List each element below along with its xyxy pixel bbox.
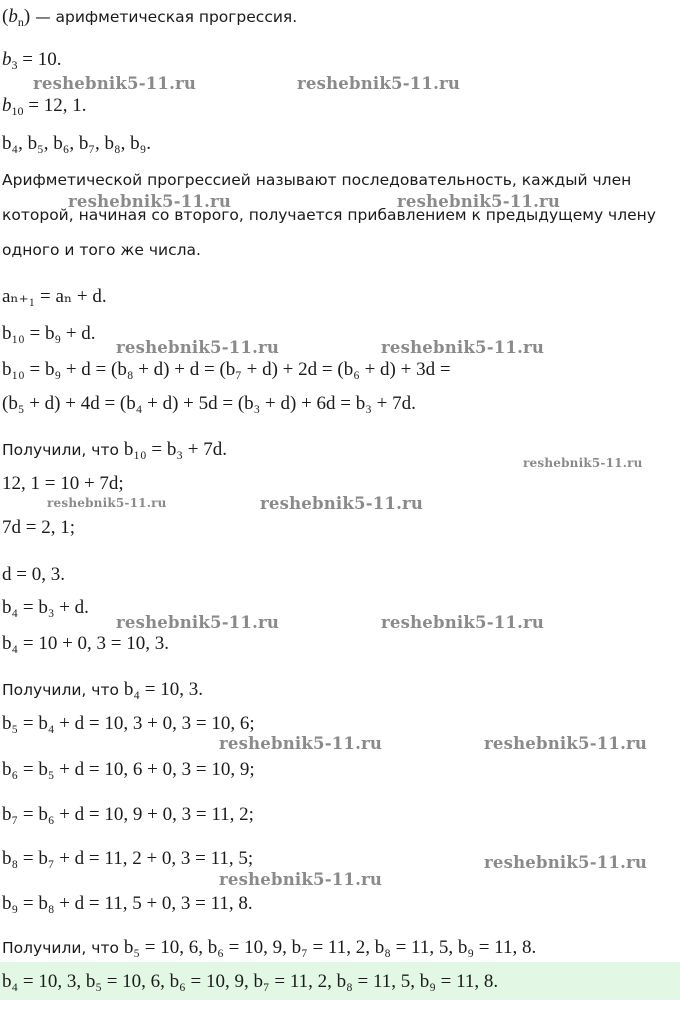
solve-eq-3: d = 0, 3. bbox=[2, 564, 65, 585]
result-2-prefix: Получили, что bbox=[2, 681, 124, 699]
formula-general: aₙ₊₁ = aₙ + d. bbox=[2, 286, 107, 307]
watermark: reshebnik5-11.ru bbox=[260, 494, 424, 513]
watermark: reshebnik5-11.ru bbox=[68, 192, 232, 211]
result-1-prefix: Получили, что bbox=[2, 441, 124, 459]
watermark: reshebnik5-11.ru bbox=[116, 338, 280, 357]
watermark: reshebnik5-11.ru bbox=[523, 456, 643, 470]
intro-text: — арифметическая прогрессия. bbox=[30, 8, 298, 26]
result-1 bbox=[2, 440, 227, 459]
watermark: reshebnik5-11.ru bbox=[33, 74, 197, 93]
result-3-math: b₅ = 10, 6, b₆ = 10, 9, b₇ = 11, 2, b₈ = 11, 5, b₉ = 11, 8. bbox=[123, 937, 537, 958]
formula-b10-expand-2: (b₅ + d) + 4d = (b₄ + d) + 5d = (b₃ + d) + 6d = b₃ + 7d. bbox=[2, 393, 416, 414]
result-3-prefix: Получили, что bbox=[2, 939, 124, 957]
sequence-symbol: $(b_n)$ bbox=[2, 6, 31, 29]
given-b10: $b_{10} = 12$, 1. bbox=[2, 95, 87, 118]
result-2 bbox=[2, 680, 203, 699]
term-b5: b₅ = b₄ + d = 10, 3 + 0, 3 = 10, 6; bbox=[2, 713, 255, 734]
watermark: reshebnik5-11.ru bbox=[219, 870, 383, 889]
definition-line-3: одного и того же числа. bbox=[2, 241, 201, 259]
watermark: reshebnik5-11.ru bbox=[219, 734, 383, 753]
solve-eq-1: 12, 1 = 10 + 7d; bbox=[2, 473, 124, 494]
b4-line-1: b₄ = b₃ + d. bbox=[2, 597, 89, 618]
solve-eq-2: 7d = 2, 1; bbox=[2, 517, 75, 538]
definition-line-2: которой, начиная со второго, получается прибавлением к предыдущему члену bbox=[2, 206, 656, 224]
result-1-math: b₁₀ = b₃ + 7d. bbox=[123, 439, 227, 460]
watermark: reshebnik5-11.ru bbox=[484, 734, 648, 753]
watermark: reshebnik5-11.ru bbox=[381, 613, 545, 632]
term-b6: b₆ = b₅ + d = 10, 6 + 0, 3 = 10, 9; bbox=[2, 759, 255, 780]
watermark: reshebnik5-11.ru bbox=[484, 853, 648, 872]
sequence-intro bbox=[2, 6, 298, 29]
watermark: reshebnik5-11.ru bbox=[47, 496, 167, 510]
answer-text: b₄ = 10, 3, b₅ = 10, 6, b₆ = 10, 9, b₇ = 11, 2, b₈ = 11, 5, b₉ = 11, 8. bbox=[2, 971, 499, 992]
term-b7: b₇ = b₆ + d = 10, 9 + 0, 3 = 11, 2; bbox=[2, 804, 254, 825]
term-b9: b₉ = b₈ + d = 11, 5 + 0, 3 = 11, 8. bbox=[2, 893, 253, 914]
result-3 bbox=[2, 938, 536, 957]
given-b3: $b_3 = 10$. bbox=[2, 49, 62, 72]
term-b8: b₈ = b₇ + d = 11, 2 + 0, 3 = 11, 5; bbox=[2, 848, 254, 869]
watermark: reshebnik5-11.ru bbox=[116, 613, 280, 632]
definition-line-1: Арифметической прогрессией называют последовательность, каждый член bbox=[2, 171, 632, 189]
watermark: reshebnik5-11.ru bbox=[297, 74, 461, 93]
find-terms: b₄, b₅, b₆, b₇, b₈, b₉. bbox=[2, 133, 151, 154]
formula-b10-expand-1: b₁₀ = b₉ + d = (b₈ + d) + d = (b₇ + d) + 2d = (b₆ + d) + 3d = bbox=[2, 359, 451, 380]
b4-line-2: b₄ = 10 + 0, 3 = 10, 3. bbox=[2, 633, 170, 654]
result-2-math: b₄ = 10, 3. bbox=[123, 679, 203, 700]
formula-b10-step: b₁₀ = b₉ + d. bbox=[2, 323, 96, 344]
watermark: reshebnik5-11.ru bbox=[397, 192, 561, 211]
watermark: reshebnik5-11.ru bbox=[381, 338, 545, 357]
